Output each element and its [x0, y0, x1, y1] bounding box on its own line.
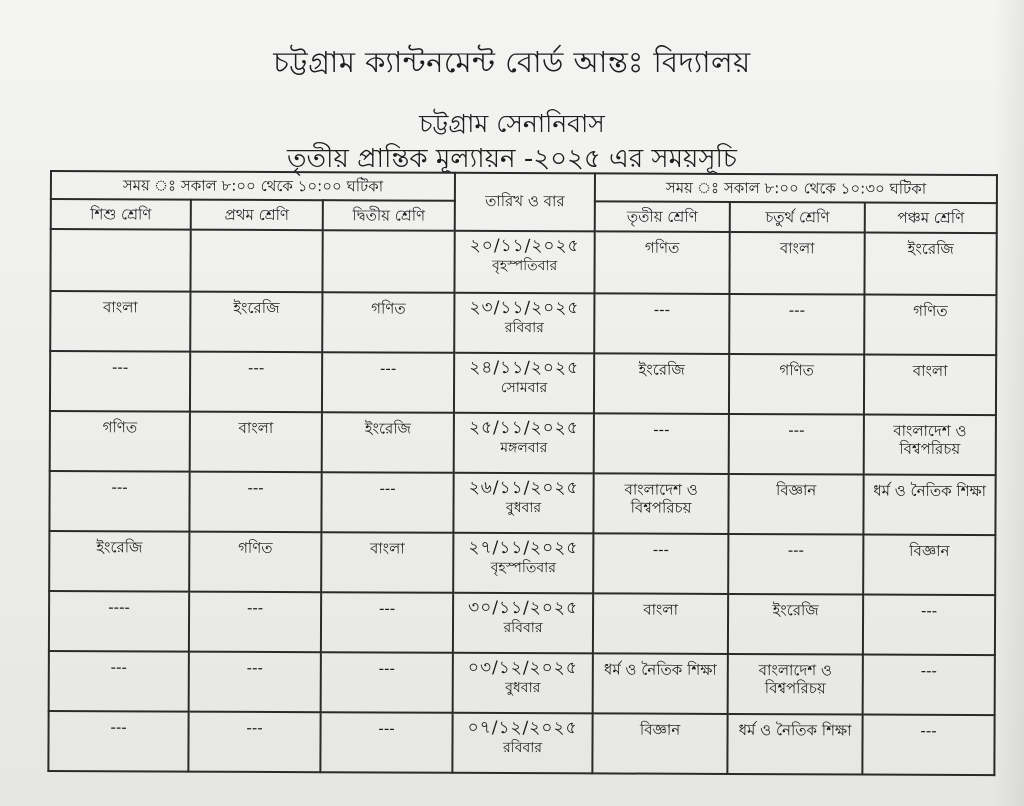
subject-cell-prothom-text: বাংলা: [238, 418, 274, 437]
subject-cell-pancham: [862, 715, 994, 776]
subject-cell-dwitiyo-text: ---: [378, 719, 395, 738]
table-row: [49, 531, 995, 595]
subject-cell-pancham: [863, 475, 995, 536]
subject-cell-dwitiyo-text: ইংরেজি: [364, 419, 412, 438]
subject-cell-choturtho-text: গণিত: [779, 361, 814, 380]
subject-cell-tritiyo-text: বাংলা: [643, 600, 678, 619]
subject-cell-prothom: [189, 532, 321, 593]
subject-cell-prothom: [190, 352, 322, 413]
table-row: [49, 471, 995, 535]
exam-date: ২০/১১/২০২৫: [469, 235, 580, 257]
subject-cell-prothom: [189, 472, 321, 533]
subject-cell-pancham-text: গণিত: [913, 301, 948, 320]
subject-cell-pancham-text: বাংলা: [912, 361, 948, 380]
subject-cell-pancham-text: ---: [920, 661, 938, 680]
exam-weekday: রবিবার: [502, 740, 543, 757]
subject-cell-tritiyo-text: ---: [652, 540, 670, 559]
date-cell: [453, 533, 593, 594]
subject-cell-shishu: [49, 531, 189, 592]
date-cell: [454, 413, 594, 474]
subject-cell-choturtho: [729, 414, 864, 475]
subject-cell-choturtho: [728, 654, 863, 715]
date-cell: [452, 713, 592, 774]
class-header-choturtho: চতুর্থ শ্রেণি: [730, 202, 865, 233]
exam-weekday: রবিবার: [503, 620, 543, 637]
subject-cell-tritiyo: [594, 293, 729, 354]
subject-cell-choturtho-text: ---: [788, 421, 805, 440]
subject-cell-shishu-text: ইংরেজি: [96, 538, 143, 557]
subject-cell-prothom-text: ---: [246, 718, 263, 737]
subject-cell-pancham-text: বিজ্ঞান: [909, 541, 950, 560]
subject-cell-shishu: [50, 291, 190, 352]
subject-cell-dwitiyo: [322, 292, 454, 353]
date-cell: [454, 353, 594, 414]
date-cell: [454, 293, 594, 354]
subject-cell-shishu-text: গণিত: [102, 418, 138, 437]
subject-cell-tritiyo: [594, 413, 729, 474]
subject-cell-tritiyo: [594, 231, 729, 294]
subject-cell-prothom-text: ---: [247, 358, 265, 377]
exam-weekday: বৃহস্পতিবার: [490, 560, 556, 577]
exam-weekday: রবিবার: [504, 320, 544, 337]
date-cell: [453, 593, 593, 654]
class-header-pancham: পঞ্চম শ্রেণি: [865, 203, 997, 234]
subject-cell-prothom: [190, 230, 322, 293]
exam-date: ০৩/১২/২০২৫: [467, 657, 578, 679]
subject-cell-prothom: [189, 592, 321, 653]
date-cell: [454, 231, 594, 294]
exam-weekday: বুধবার: [505, 680, 541, 697]
exam-date: ২৭/১১/২০২৫: [468, 537, 579, 559]
table-row: [49, 651, 995, 715]
subject-cell-tritiyo: [593, 473, 728, 534]
class-header-dwitiyo: দ্বিতীয় শ্রেণি: [323, 200, 455, 231]
subject-cell-shishu-text: ---: [110, 718, 127, 737]
right-time-header: সময় ঃ সকাল ৮:০০ থেকে ১০:৩০ ঘটিকা: [595, 173, 997, 203]
subject-cell-shishu: [49, 471, 189, 532]
subject-cell-dwitiyo-text: ---: [379, 479, 396, 498]
subject-cell-tritiyo: [593, 653, 728, 714]
exam-date: ২৩/১১/২০২৫: [469, 297, 580, 319]
table-row: [50, 351, 996, 415]
exam-weekday: মঙ্গলবার: [500, 440, 548, 457]
subject-cell-tritiyo: [594, 353, 729, 414]
subject-cell-tritiyo-text: বিজ্ঞান: [639, 720, 681, 739]
subject-cell-shishu-text: ----: [108, 598, 130, 617]
subject-cell-shishu-text: বাংলা: [103, 298, 138, 317]
subject-cell-tritiyo-text: ---: [653, 420, 670, 439]
class-header-tritiyo: তৃতীয় শ্রেণি: [595, 201, 730, 232]
date-header: তারিখ ও বার: [455, 173, 595, 232]
subject-cell-pancham: [864, 355, 996, 416]
date-cell: [453, 653, 593, 714]
subject-cell-shishu: [48, 711, 188, 772]
subject-cell-tritiyo: [593, 533, 728, 594]
table-row: [48, 711, 994, 775]
subject-cell-tritiyo-text: ---: [653, 300, 671, 319]
subject-cell-choturtho-text: ---: [788, 301, 806, 320]
left-time-header: সময় ঃ সকাল ৮:০০ থেকে ১০:০০ ঘটিকা: [51, 171, 455, 201]
subject-cell-shishu: [50, 411, 190, 472]
subject-cell-prothom: [188, 712, 320, 773]
subject-cell-pancham-text: ---: [920, 601, 938, 620]
date-cell: [453, 473, 593, 534]
exam-date: ২৬/১১/২০২৫: [468, 477, 579, 499]
subject-cell-dwitiyo-text: ---: [379, 359, 397, 378]
subject-cell-prothom-text: ---: [247, 478, 264, 497]
exam-title: তৃতীয় প্রান্তিক মূল্যায়ন -২০২৫ এর সময়সূচি: [287, 144, 737, 174]
table-row: [50, 229, 996, 295]
subject-cell-choturtho-text: বিজ্ঞান: [775, 481, 817, 500]
subject-cell-dwitiyo-text: [324, 231, 454, 238]
exam-weekday: বুধবার: [505, 500, 542, 517]
subject-cell-choturtho-text: বাংলা: [779, 239, 815, 258]
subject-cell-dwitiyo: [322, 230, 454, 293]
subject-cell-pancham: [864, 295, 996, 356]
subject-cell-dwitiyo: [321, 652, 453, 713]
exam-date: ৩০/১১/২০২৫: [468, 597, 579, 619]
exam-weekday: বৃহস্পতিবার: [491, 258, 558, 275]
subject-cell-shishu-text: ---: [111, 358, 129, 377]
subject-cell-dwitiyo: [322, 352, 454, 413]
subject-cell-choturtho-text: ধর্ম ও নৈতিক শিক্ষা: [738, 721, 852, 740]
school-name: চট্টগ্রাম ক্যান্টনমেন্ট বোর্ড আন্তঃ বিদ্যালয়: [273, 45, 751, 79]
subject-cell-pancham: [863, 535, 995, 596]
subject-cell-pancham-text: ---: [920, 721, 937, 740]
subject-cell-pancham: [863, 595, 995, 656]
subject-cell-tritiyo-text: বাংলাদেশ ও বিশ্বপরিচয়: [624, 480, 698, 517]
subject-cell-pancham-text: ইংরেজি: [907, 239, 954, 258]
subject-cell-pancham: [864, 233, 996, 296]
subject-cell-dwitiyo: [322, 412, 454, 473]
subject-cell-tritiyo-text: ইংরেজি: [638, 360, 685, 379]
subject-cell-shishu: [50, 229, 190, 292]
subject-cell-tritiyo-text: ধর্ম ও নৈতিক শিক্ষা: [603, 660, 717, 679]
exam-date: ০৭/১২/২০২৫: [467, 717, 578, 739]
class-header-shishu: শিশু শ্রেণি: [51, 199, 191, 230]
subject-cell-pancham: [863, 655, 995, 716]
subject-cell-prothom-text: ---: [246, 658, 263, 677]
subject-cell-dwitiyo: [321, 472, 453, 533]
subject-cell-prothom-text: ---: [246, 598, 264, 617]
subject-cell-pancham-text: ধর্ম ও নৈতিক শিক্ষা: [873, 481, 987, 501]
subject-cell-choturtho: [728, 474, 863, 535]
subject-cell-choturtho: [728, 594, 863, 655]
subject-cell-prothom-text: গণিত: [238, 538, 273, 557]
subject-cell-shishu: [50, 351, 190, 412]
subject-cell-prothom: [189, 652, 321, 713]
subject-cell-dwitiyo-text: ---: [378, 659, 395, 678]
subject-cell-dwitiyo: [321, 592, 453, 653]
class-header-prothom: প্রথম শ্রেণি: [191, 200, 323, 231]
subject-cell-dwitiyo: [320, 712, 452, 773]
subject-cell-shishu-text: [52, 230, 190, 237]
subject-cell-choturtho-text: ---: [787, 541, 805, 560]
table-row: [50, 291, 996, 355]
subject-cell-pancham: [864, 415, 996, 476]
subject-cell-choturtho: [729, 232, 864, 295]
table-row: [49, 591, 995, 655]
subject-cell-prothom: [190, 292, 322, 353]
subject-cell-shishu-text: ---: [110, 658, 127, 677]
subject-cell-choturtho: [729, 354, 864, 415]
subject-cell-choturtho: [729, 294, 864, 355]
subject-cell-choturtho: [728, 534, 863, 595]
subject-cell-prothom: [190, 412, 322, 473]
subject-cell-choturtho-text: ইংরেজি: [772, 601, 819, 620]
subject-cell-prothom-text: ইংরেজি: [233, 298, 280, 318]
subject-cell-shishu: [49, 591, 189, 652]
table-row: [50, 411, 996, 475]
exam-date: ২৫/১১/২০২৫: [468, 417, 579, 439]
location: চট্টগ্রাম সেনানিবাস: [419, 109, 605, 138]
exam-weekday: সোমবার: [500, 380, 548, 397]
subject-cell-prothom-text: [192, 231, 322, 238]
subject-cell-tritiyo-text: গণিত: [644, 238, 680, 257]
subject-cell-dwitiyo-text: ---: [378, 599, 396, 618]
subject-cell-choturtho: [727, 714, 862, 775]
routine-table: [47, 170, 998, 776]
subject-cell-shishu-text: ---: [111, 478, 128, 497]
subject-cell-dwitiyo-text: গণিত: [371, 299, 406, 318]
subject-cell-dwitiyo: [321, 532, 453, 593]
exam-date: ২৪/১১/২০২৫: [469, 357, 580, 379]
subject-cell-choturtho-text: বাংলাদেশ ও বিশ্বপরিচয়: [758, 661, 833, 698]
subject-cell-tritiyo: [593, 593, 728, 654]
subject-cell-dwitiyo-text: বাংলা: [369, 539, 405, 558]
subject-cell-shishu: [49, 651, 189, 712]
subject-cell-tritiyo: [592, 713, 727, 774]
subject-cell-pancham-text: বাংলাদেশ ও বিশ্বপরিচয়: [893, 421, 967, 458]
